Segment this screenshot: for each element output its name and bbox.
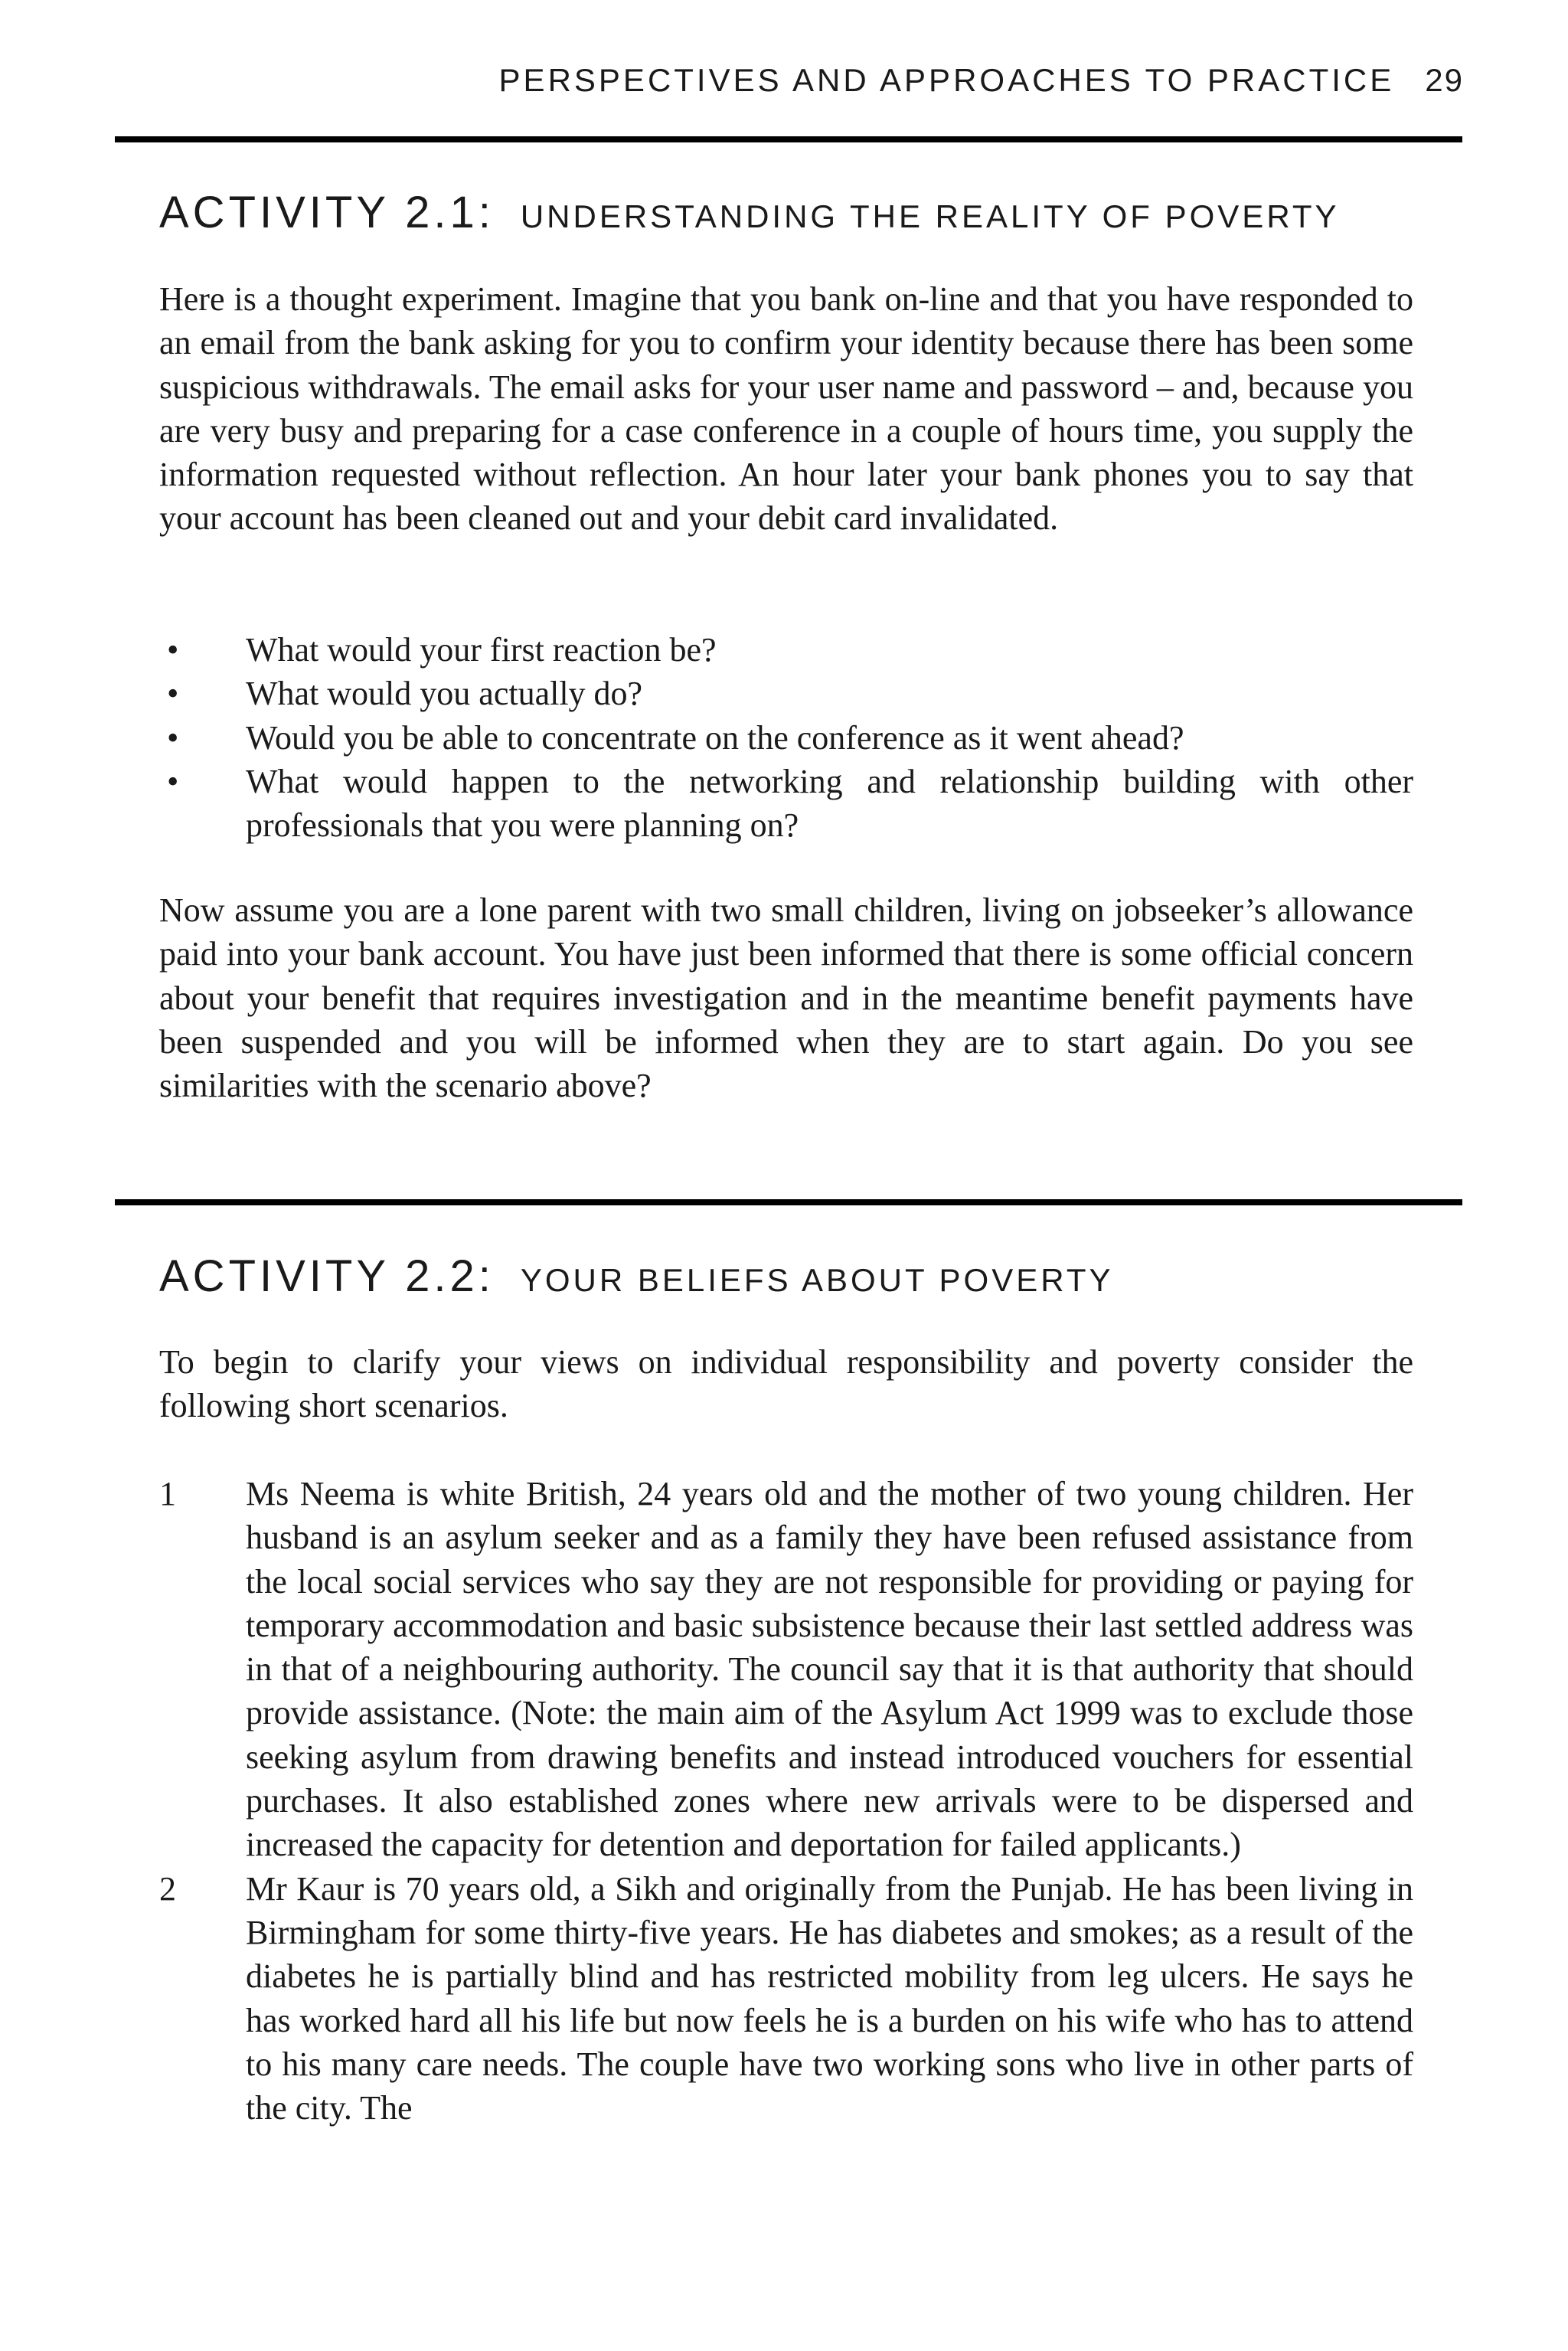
- activity-title: YOUR BELIEFS ABOUT POVERTY: [520, 1262, 1114, 1298]
- question-list: [159, 628, 1413, 847]
- running-head: [115, 61, 1464, 100]
- list-item: [159, 628, 1413, 672]
- activity-number: ACTIVITY 2.2:: [159, 1251, 495, 1301]
- scenario-list: [159, 1472, 1413, 2130]
- scenario-number: 2: [159, 1869, 176, 1908]
- bullet-icon: •: [167, 675, 179, 713]
- bullet-icon: •: [167, 762, 179, 800]
- activity-paragraph: Here is a thought experiment. Imagine that you bank on-line and that you have responded to an email from the bank asking for you to confirm your identity because there has been some suspicious withdrawals. The email asks for your user name and password – and, because you are very busy and preparing for a case conference in a couple of hours time, you supply the information requested without reflection. An hour later your bank phones you to say that your account has been cleaned out and your debit card invalidated.: [159, 280, 1413, 538]
- bullet-icon: •: [167, 631, 179, 669]
- scenario-text: Mr Kaur is 70 years old, a Sikh and originally from the Punjab. He has been living in Birmingham for some thirty-five years. He has diabetes and smokes; as a result of the diabetes he is partially blind and has restricted mobility from leg ulcers. He says he has worked hard all his life but now feels he is a burden on his wife who has to attend to his many care needs. The couple have two working sons who live in other parts of the city. The: [246, 1869, 1413, 2127]
- activity-heading: [159, 187, 1464, 238]
- activity-paragraph: Now assume you are a lone parent with two small children, living on jobseeker’s allowance paid into your bank account. You have just been informed that there is some official concern about your benefit that requires investigation and in the meantime benefit payments have been suspended and you will be informed when they are to start again. Do you see similarities with the scenario above?: [159, 891, 1413, 1105]
- scenario-number: 1: [159, 1475, 176, 1512]
- activity-heading: [159, 1251, 1464, 1302]
- list-item: [159, 1867, 1413, 2130]
- section-divider: [115, 1199, 1462, 1205]
- list-item: [159, 716, 1413, 760]
- activity-intro: To begin to clarify your views on individual responsibility and poverty consider the following short scenarios.: [159, 1343, 1413, 1425]
- list-item: [159, 1472, 1413, 1867]
- question-text: What would you actually do?: [246, 675, 643, 713]
- list-item: [159, 672, 1413, 715]
- section-divider: [115, 136, 1462, 142]
- activity-title: UNDERSTANDING THE REALITY OF POVERTY: [520, 198, 1340, 234]
- question-text: What would happen to the networking and relationship building with other professionals that you were planning on?: [246, 762, 1413, 845]
- question-text: What would your first reaction be?: [246, 631, 717, 669]
- bullet-icon: •: [167, 718, 179, 757]
- list-item: [159, 760, 1413, 848]
- activity-number: ACTIVITY 2.1:: [159, 188, 495, 237]
- scenario-text: Ms Neema is white British, 24 years old and the mother of two young children. Her husband is an asylum seeker and as a family they have been refused assistance from the local social services who say they are not responsible for providing or paying for temporary accommodation and basic subsistence because their last settled address was in that of a neighbouring authority. The council say that it is that authority that should provide assistance. (Note: the main aim of the Asylum Act 1999 was to exclude those seeking asylum from drawing benefits and instead introduced vouchers for essential purchases. It also established zones where new arrivals were to be dispersed and increased the capacity for detention and deportation for failed applicants.): [246, 1475, 1413, 1864]
- page-number: 29: [1425, 62, 1464, 98]
- question-text: Would you be able to concentrate on the conference as it went ahead?: [246, 718, 1184, 757]
- running-title: PERSPECTIVES AND APPROACHES TO PRACTICE: [498, 62, 1395, 98]
